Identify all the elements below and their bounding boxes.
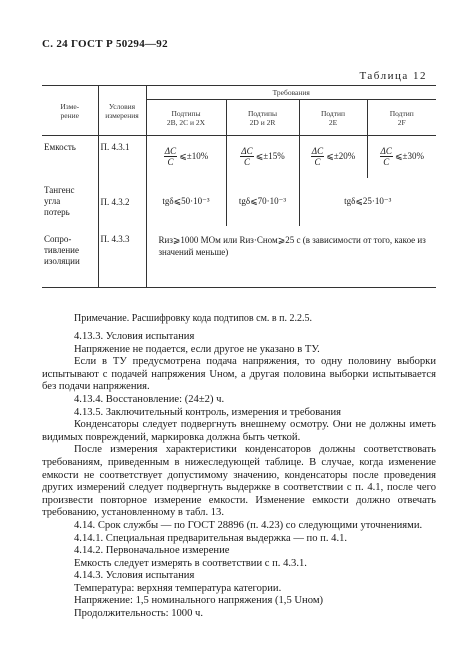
paragraph: 4.14.3. Условия испытания: [74, 570, 195, 582]
table-row: [42, 178, 436, 226]
requirements-table: [42, 85, 436, 288]
row-cond-insulation: П. 4.3.3: [98, 226, 146, 288]
capacitance-tol-2: $\frac{\Delta C}{C}$ ⩽±15%: [226, 136, 299, 178]
paragraph: Емкость следует измерять в соответствии с п. 4.3.1.: [74, 557, 307, 569]
table-row: [42, 226, 436, 288]
capacitance-tol-1: $\frac{\Delta C}{C}$ ⩽±10%: [146, 136, 226, 178]
paragraph: 4.13.5. Заключительный контроль, измерения и требования: [74, 406, 341, 418]
tangent-val-2: tgδ⩽70·10⁻³: [226, 178, 299, 226]
row-cond-capacitance: П. 4.3.1: [98, 136, 146, 178]
col-requirements: Требования: [146, 86, 436, 100]
row-label-capacitance: Емкость: [42, 136, 98, 178]
paragraph: 4.13.4. Восстановление: (24±2) ч.: [74, 393, 225, 405]
insulation-requirement: Rиз⩾1000 МОм или Rиз·Cном⩾25 с (в зависимости от того, какое из значений меньше): [146, 226, 436, 288]
col-measure: Изме- рение: [42, 86, 98, 136]
paragraph: 4.13.3. Условия испытания: [74, 331, 195, 342]
subcol-2e: Подтип 2Е: [299, 100, 367, 136]
tangent-val-1: tgδ⩽50·10⁻³: [146, 178, 226, 226]
capacitance-tol-4: $\frac{\Delta C}{C}$ ⩽±30%: [380, 146, 424, 168]
paragraph: 4.14.2. Первоначальное измерение: [74, 545, 230, 557]
row-label-insulation: Сопро- тивление изоляции: [42, 226, 98, 288]
table-note: Примечание. Расшифровку кода подтипов см. в п. 2.2.5.: [74, 313, 312, 324]
paragraph: Напряжение: 1,5 номинального напряжения (1,5 Uном): [74, 595, 324, 607]
page-header: С. 24 ГОСТ Р 50294—92: [42, 38, 168, 50]
table-row: [42, 136, 436, 178]
subcol-2f: Подтип 2F: [367, 100, 436, 136]
paragraph: Конденсаторы следует подвергнуть внешнему осмотру. Они не должны иметь видимых повреждений, маркировка должна быть четкой.: [42, 419, 436, 443]
paragraph: После измерения характеристики конденсаторов должны соответствовать требованиям, приведенным в нижеследующей таблице. В случае, когда изменение емкости не соответствует допустимому значению, конденсаторы после проведения других измерений следует подвергнуть выдержке в соответствии с п. 4.1, после чего произвести повторное измерение емкости. Изменение емкости должно отвечать требованию, установленному в табл. 13.: [42, 444, 436, 519]
paragraph: Если в ТУ предусмотрена подача напряжения, то одну половину выборки испытывают с подачей напряжения Uном, а другая половина выборки испытывается без подачи напряжения.: [42, 356, 436, 393]
col-conditions: Условия измерения: [98, 86, 146, 136]
paragraph: Напряжение не подается, если другое не указано в ТУ.: [74, 343, 320, 355]
tangent-val-3: tgδ⩽25·10⁻³: [344, 196, 392, 206]
body-text: [42, 331, 436, 621]
paragraph: Температура: верхняя температура категории.: [74, 582, 282, 594]
capacitance-tol-3: $\frac{\Delta C}{C}$ ⩽±20%: [299, 136, 367, 178]
row-cond-tangent: П. 4.3.2: [98, 178, 146, 226]
subcol-2d2r: Подтипы 2D и 2R: [226, 100, 299, 136]
table-label: Таблица 12: [359, 70, 427, 82]
subcol-2b2c2x: Подтипы 2В, 2С и 2Х: [146, 100, 226, 136]
row-label-tangent: Тангенс угла потерь: [42, 178, 98, 226]
paragraph: Продолжительность: 1000 ч.: [74, 608, 204, 620]
paragraph: 4.14.1. Специальная предварительная выдержка — по п. 4.1.: [74, 532, 348, 544]
paragraph: 4.14. Срок службы — по ГОСТ 28896 (п. 4.23) со следующими уточнениями.: [74, 519, 423, 531]
